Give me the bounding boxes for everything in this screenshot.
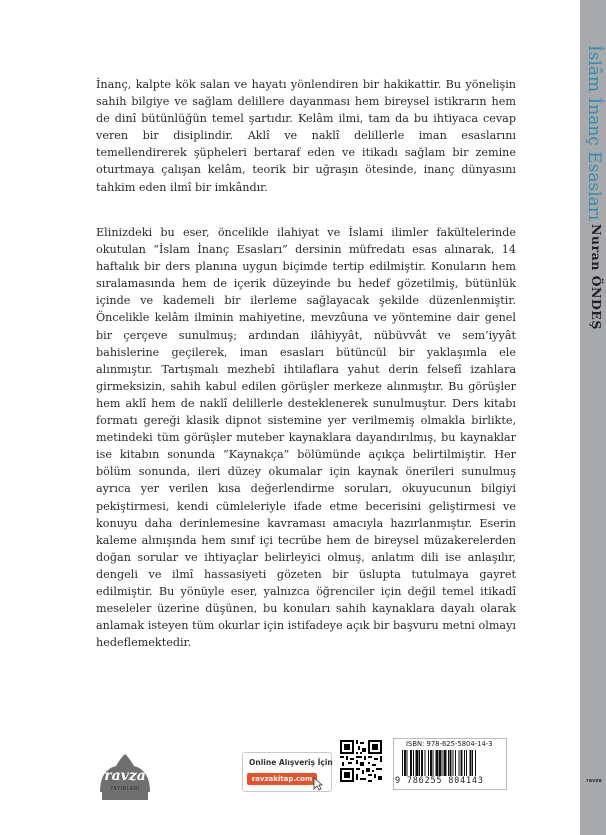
barcode-bar (435, 750, 438, 776)
barcode-bar (455, 750, 456, 776)
shop-label: Online Alışveriş İçin (249, 758, 333, 767)
barcode-bar (439, 750, 441, 776)
barcode-bar (466, 750, 467, 776)
cursor-icon (313, 777, 323, 791)
barcode-bar (402, 750, 403, 776)
shop-link[interactable]: ravzakitap.com (247, 773, 317, 785)
barcode (402, 750, 498, 776)
barcode-bar (452, 750, 453, 776)
spine-title: İslâm İnanç Esasları (584, 45, 604, 221)
barcode-bar (475, 750, 476, 776)
isbn-number: ISBN: 978-625-5804-14-3 (406, 740, 493, 748)
barcode-bar (428, 750, 429, 776)
barcode-bar (410, 750, 412, 776)
barcode-bar (464, 750, 465, 776)
barcode-bar (430, 750, 432, 776)
publisher-logo-text: ravza (104, 768, 146, 784)
barcode-bar (421, 750, 423, 776)
barcode-bar (448, 750, 449, 776)
barcode-number: 9 786255 804143 (395, 776, 484, 786)
qr-code[interactable] (340, 740, 382, 782)
description-paragraph: Elinizdeki bu eser, öncelikle ilahiyat ve İslami ilimler fakültelerinde okutulan “İslam İnanç Esasları” dersinin müfredatı esas alınarak, 14 haftalık bir ders planına uygun biçimde tertip edilmiştir. Konuların hem sıralamasında hem de içerik düzeyinde bu hedef gözetilmiş, bütünlük içinde ve kademeli bir ilerleme sağlayacak şekilde düzenlenmiştir. Öncelikle kelâm ilminin mahiyetine, mevzûuna ve yöntemine dair genel bir çerçeve sunulmuş; ardından ilâhiyyât, nübüvvât ve sem’iyyât bahislerine geçilerek, iman esasları bütüncül bir yaklaşımla ele alınmıştır. Tartışmalı mezhebî ihtilaflara yahut derin felsefî izahlara girmeksizin, sahih kabul edilen görüşler merkeze alınmıştır. Bu görüşler hem aklî hem de naklî delillerle desteklenerek sunulmuştur. Ders kitabı formatı gereği klasik dipnot sistemine yer verilmemiş olmakla birlikte, metindeki tüm görüşler muteber kaynaklara dayandırılmış, bu kaynaklar ise kitabın sonunda “Kaynakça” bölümünde açıkça belirtilmiştir. Her bölüm sonunda, ileri düzey okumalar için kaynak önerileri sunulmuş ayrıca yer verilen kısa değerlendirme soruları, okuyucunun bilgiyi pekiştirmesi, kendi cümleleriyle ifade etme becerisini geliştirmesi ve konuyu daha derinlemesine kavraması amacıyla hazırlanmıştır. Eserin kaleme alınışında hem sınıf içi tecrübe hem de bireysel müzakerelerden doğan sorular ve ihtiyaçlar belirleyici olmuş, anlatım dili ise anlaşılır, dengeli ve ilmî hassasiyeti gözeten bir üslupta tutulmaya gayret edilmiştir. Bu yönüyle eser, yalnızca öğrenciler için değil temel itikadî meseleler üzerine düşünen, bu konuları sahih kaynaklara dayalı olarak anlamak isteyen tüm okurlar için istifadeye açık bir başvuru metni olmayı hedeflemektedir. (96, 226, 516, 650)
intro-paragraph: İnanç, kalpte kök salan ve hayatı yönlendiren bir hakikattir. Bu yönelişin sahih bilgiye ve sağlam delillere dayanması hem bireysel istikrarın hem de dinî bütünlüğün temel şartıdır. Kelâm ilmi, tam da bu ihtiyaca cevap veren bir disiplindir. Aklî ve naklî delillerle iman esaslarını temellendirerek şüpheleri bertaraf eden ve itikadı sağlam bir zemine oturtmaya çalışan kelâm, teorik bir uğraşın ötesinde, inanç dünyasını tahkim eden ilmî bir imkândır. (96, 78, 516, 194)
barcode-bar (442, 750, 443, 776)
barcode-bar (459, 750, 460, 776)
barcode-bar (419, 750, 420, 776)
barcode-bar (461, 750, 463, 776)
barcode-bar (404, 750, 406, 776)
barcode-bar (443, 750, 446, 776)
barcode-bar (450, 750, 452, 776)
online-shop-badge[interactable] (242, 752, 332, 792)
publisher-logo-subtitle: YAYINLARI (110, 786, 140, 792)
barcode-bar (407, 750, 408, 776)
barcode-bar (433, 750, 434, 776)
barcode-bar (472, 750, 473, 776)
spine-publisher-logo: ravza (586, 778, 602, 784)
spine-author: Nuran ÖNDEŞ (589, 224, 604, 330)
barcode-bar (470, 750, 472, 776)
barcode-bar (416, 750, 419, 776)
barcode-bar (413, 750, 414, 776)
barcode-bar (425, 750, 426, 776)
